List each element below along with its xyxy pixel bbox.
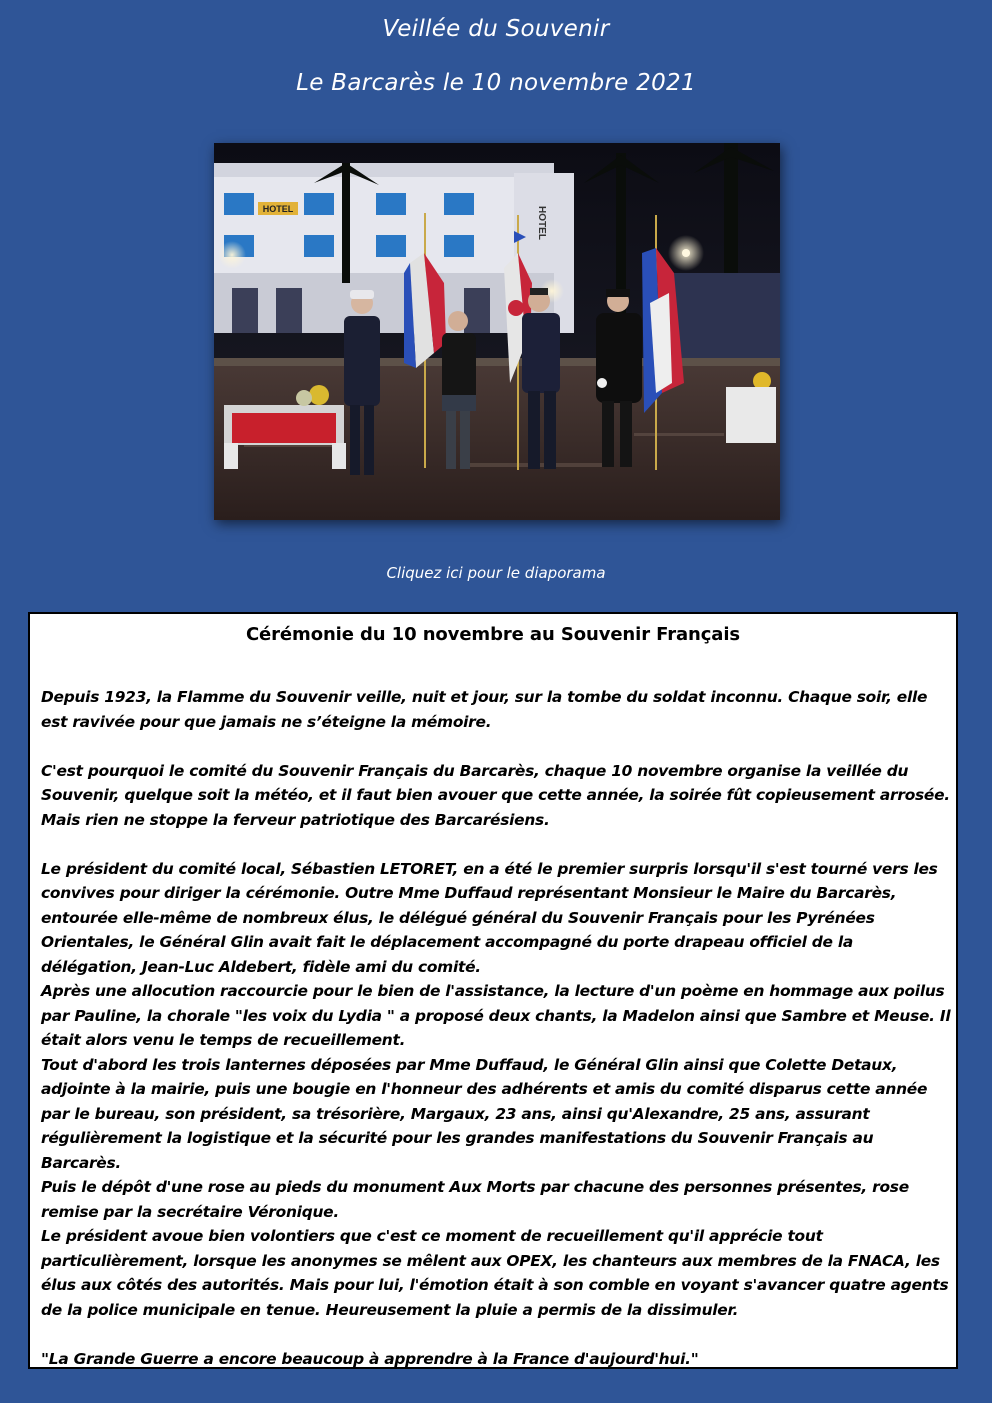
ceremony-photo[interactable] (214, 143, 780, 520)
article-heading: Cérémonie du 10 novembre au Souvenir Français (245, 624, 741, 645)
hotel-vertical-sign: HOTEL (536, 206, 547, 240)
article-paragraph: Tout d'abord les trois lanternes déposées par Mme Duffaud, le Général Glin ainsi que Colette Detaux, adjointe à la mairie, puis une bougie en l'honneur des adhérents et amis du comité disparus cette année par le bureau, son président, sa trésorière, Margaux, 23 ans, ainsi qu'Alexandre, 25 ans, assurant régulièrement la logistique et la sécurité pour les grandes manifestations du Souvenir Français au Barcarès. (41, 1055, 928, 1172)
article-body (41, 685, 951, 1371)
hotel-sign: HOTEL (262, 204, 294, 214)
article-paragraph: Après une allocution raccourcie pour le bien de l'assistance, la lecture d'un poème en hommage aux poilus par Pauline, la chorale "les voix du Lydia " a proposé deux chants, la Madelon ainsi que Sambre et Meuse. Il était alors venu le temps de recueillement. (41, 982, 951, 1049)
article-paragraph: Le président avoue bien volontiers que c'est ce moment de recueillement qu'il apprécie tout particulièrement, lorsque les anonymes se mêlent aux OPEX, les chanteurs aux membres de la FNACA, les élus aux côtés des autorités. Mais pour lui, l'émotion était à son comble en voyant s'avancer quatre agents de la police municipale en tenue. Heureusement la pluie a permis de la dissimuler. (41, 1227, 949, 1319)
article-paragraph: Le président du comité local, Sébastien LETORET, en a été le premier surpris lorsqu'il s'est tourné vers les convives pour diriger la cérémonie. Outre Mme Duffaud représentant Monsieur le Maire du Barcarès, entourée elle-même de nombreux élus, le délégué général du Souvenir Français pour les Pyrénées Orientales, le Général Glin avait fait le déplacement accompagné du porte drapeau officiel de la délégation, Jean-Luc Aldebert, fidèle ami du comité. (41, 859, 938, 976)
article-paragraph: C'est pourquoi le comité du Souvenir Français du Barcarès, chaque 10 novembre organise la veillée du Souvenir, quelque soit la météo, et il faut bien avouer que cette année, la soirée fût copieusement arrosée. Mais rien ne stoppe la ferveur patriotique des Barcarésiens. (41, 761, 950, 829)
bench (232, 413, 336, 443)
ceremony-photo-illustration (214, 143, 780, 520)
article-box (28, 612, 958, 1369)
page-title: Veillée du Souvenir (382, 16, 610, 42)
diaporama-link[interactable]: Cliquez ici pour le diaporama (386, 564, 606, 582)
article-paragraph: Depuis 1923, la Flamme du Souvenir veille, nuit et jour, sur la tombe du soldat inconnu. Chaque soir, elle est ravivée pour que jamais ne s’éteigne la mémoire. (41, 688, 928, 731)
article-quote: "La Grande Guerre a encore beaucoup à apprendre à la France d'aujourd'hui." (41, 1349, 699, 1368)
article-paragraph: Puis le dépôt d'une rose au pieds du monument Aux Morts par chacune des personnes présentes, rose remise par la secrétaire Véronique. (41, 1178, 909, 1221)
page-subtitle: Le Barcarès le 10 novembre 2021 (296, 70, 696, 96)
